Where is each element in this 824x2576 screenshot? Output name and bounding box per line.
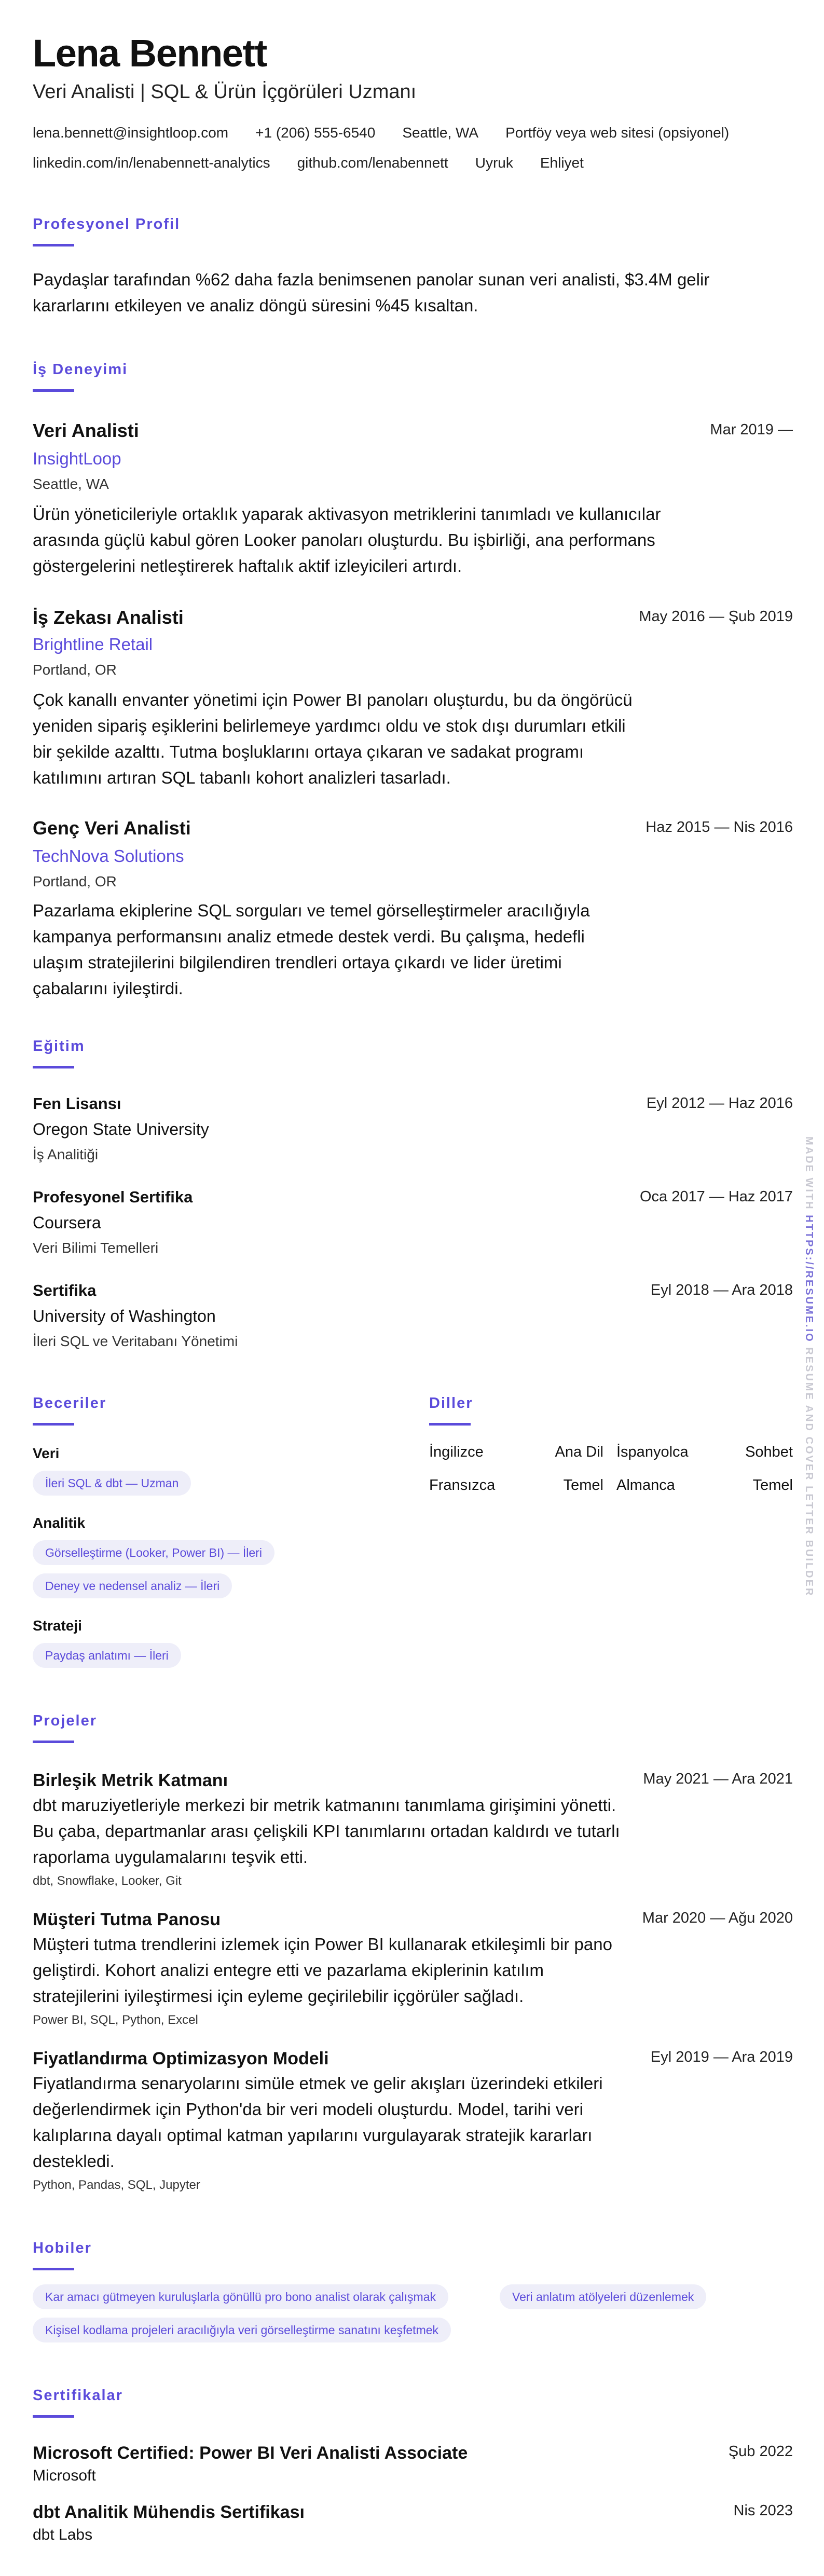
education-school: Coursera xyxy=(33,1213,101,1232)
project-tech: Power BI, SQL, Python, Excel xyxy=(33,2013,198,2027)
certification-date: Nis 2023 xyxy=(733,2502,793,2519)
job-company: InsightLoop xyxy=(33,449,121,468)
contact-website[interactable]: Portföy veya web sitesi (opsiyonel) xyxy=(505,125,730,141)
contact-row-1 xyxy=(33,122,756,143)
job-location: Portland, OR xyxy=(33,873,117,889)
project-tech: dbt, Snowflake, Looker, Git xyxy=(33,1874,182,1888)
education-field: İleri SQL ve Veritabanı Yönetimi xyxy=(33,1333,238,1349)
certification-name: dbt Analitik Mühendis Sertifikası xyxy=(33,2502,305,2522)
certification-name: Microsoft Certified: Power BI Veri Analisti Associate xyxy=(33,2443,468,2463)
hobby-pill: Kar amacı gütmeyen kuruluşlarla gönüllü pro bono analist olarak çalışmak xyxy=(33,2284,448,2309)
contact-nationality: Uyruk xyxy=(475,155,513,171)
language-name: Fransızca xyxy=(429,1477,496,1493)
job-title: Genç Veri Analisti xyxy=(33,817,191,839)
skill-pill: Paydaş anlatımı — İleri xyxy=(33,1643,181,1668)
language-level: Temel xyxy=(563,1477,603,1493)
education-date: Eyl 2018 — Ara 2018 xyxy=(650,1282,793,1298)
project-title: Fiyatlandırma Optimizasyon Modeli xyxy=(33,2049,329,2068)
job-title: Veri Analisti xyxy=(33,420,139,441)
job-company: Brightline Retail xyxy=(33,635,153,654)
language-name: İngilizce xyxy=(429,1444,484,1460)
education-degree: Fen Lisansı xyxy=(33,1094,121,1113)
contact-license: Ehliyet xyxy=(540,155,584,171)
skill-pill: Deney ve nedensel analiz — İleri xyxy=(33,1573,232,1598)
certifications-section-title: Sertifikalar xyxy=(33,2387,123,2404)
project-title: Müşteri Tutma Panosu xyxy=(33,1910,221,1929)
certifications-section-rule xyxy=(33,2415,74,2418)
contact-location: Seattle, WA xyxy=(402,125,479,141)
languages-section-rule xyxy=(429,1423,471,1426)
watermark-suffix: RESUME AND COVER LETTER BUILDER xyxy=(803,1342,815,1597)
education-date: Oca 2017 — Haz 2017 xyxy=(639,1188,793,1205)
contact-email[interactable]: lena.bennett@insightloop.com xyxy=(33,125,229,141)
skills-section-title: Beceriler xyxy=(33,1395,107,1412)
project-date: May 2021 — Ara 2021 xyxy=(643,1771,793,1787)
watermark-link[interactable]: HTTPS://RESUME.IO xyxy=(803,1215,815,1343)
language-name: İspanyolca xyxy=(616,1444,689,1460)
hobbies-section-title: Hobiler xyxy=(33,2240,92,2256)
education-date: Eyl 2012 — Haz 2016 xyxy=(646,1095,793,1112)
skill-pill: İleri SQL & dbt — Uzman xyxy=(33,1471,191,1496)
contact-row-2 xyxy=(33,153,611,173)
projects-section-title: Projeler xyxy=(33,1712,97,1729)
skill-category: Strateji xyxy=(33,1618,82,1634)
experience-section-rule xyxy=(33,389,74,392)
watermark-prefix: MADE WITH xyxy=(803,1136,815,1215)
project-title: Birleşik Metrik Katmanı xyxy=(33,1771,228,1790)
education-school: University of Washington xyxy=(33,1307,216,1325)
education-section-title: Eğitim xyxy=(33,1038,85,1054)
job-title: İş Zekası Analisti xyxy=(33,607,184,628)
contact-github[interactable]: github.com/lenabennett xyxy=(297,155,448,171)
projects-section-rule xyxy=(33,1741,74,1743)
profile-summary: Paydaşlar tarafından %62 daha fazla benimsenen panolar sunan veri analisti, $3.4M gelir kararlarını etkileyen ve analiz döngü süresini %45 kısaltan. xyxy=(33,270,710,315)
education-field: İş Analitiği xyxy=(33,1146,99,1162)
candidate-name: Lena Bennett xyxy=(33,32,267,75)
education-degree: Sertifika xyxy=(33,1281,97,1299)
hobby-pill: Kişisel kodlama projeleri aracılığıyla veri görselleştirme sanatını keşfetmek xyxy=(33,2318,451,2342)
profile-section-title: Profesyonel Profil xyxy=(33,216,181,232)
language-name: Almanca xyxy=(616,1477,675,1493)
project-description: dbt maruziyetleriyle merkezi bir metrik katmanını tanımlama girişimini yönetti. Bu çaba, departmanlar arası çelişkili KPI tanımlarını ortadan kaldırdı ve tutarlı raporlama uygulamalarını teşvik etti. xyxy=(33,1796,620,1867)
job-location: Portland, OR xyxy=(33,662,117,678)
education-section-rule xyxy=(33,1066,74,1068)
contact-phone[interactable]: +1 (206) 555-6540 xyxy=(255,125,376,141)
education-field: Veri Bilimi Temelleri xyxy=(33,1240,159,1256)
project-date: Mar 2020 — Ağu 2020 xyxy=(642,1910,793,1926)
certification-issuer: Microsoft xyxy=(33,2467,96,2484)
job-date: Mar 2019 — xyxy=(710,421,793,438)
contact-linkedin[interactable]: linkedin.com/in/lenabennett-analytics xyxy=(33,155,270,171)
language-level: Temel xyxy=(752,1477,793,1493)
skill-category: Analitik xyxy=(33,1515,86,1531)
job-date: May 2016 — Şub 2019 xyxy=(639,608,793,625)
hobby-pill: Veri anlatım atölyeleri düzenlemek xyxy=(500,2284,706,2309)
job-location: Seattle, WA xyxy=(33,476,109,492)
builder-watermark xyxy=(803,1136,815,1597)
profile-section-rule xyxy=(33,244,74,246)
job-company: TechNova Solutions xyxy=(33,846,184,866)
project-tech: Python, Pandas, SQL, Jupyter xyxy=(33,2178,200,2192)
certification-date: Şub 2022 xyxy=(728,2443,793,2460)
language-level: Sohbet xyxy=(745,1444,793,1460)
skill-category: Veri xyxy=(33,1445,60,1461)
project-description: Fiyatlandırma senaryolarını simüle etmek ve gelir akışları üzerindeki etkileri değerlendirmek için Python'da bir veri modeli oluşturdu. Model, tarihi veri kalıplarına dayalı optimal katman yapılarını vurgulayarak stratejik kararları destekledi. xyxy=(33,2074,603,2171)
education-degree: Profesyonel Sertifika xyxy=(33,1188,193,1206)
languages-section-title: Diller xyxy=(429,1395,473,1412)
education-school: Oregon State University xyxy=(33,1120,209,1139)
hobbies-section-rule xyxy=(33,2268,74,2270)
candidate-role: Veri Analisti | SQL & Ürün İçgörüleri Uzmanı xyxy=(33,81,417,103)
job-date: Haz 2015 — Nis 2016 xyxy=(646,819,793,835)
skills-section-rule xyxy=(33,1423,74,1426)
language-level: Ana Dil xyxy=(555,1444,603,1460)
skill-pill: Görselleştirme (Looker, Power BI) — İleri xyxy=(33,1540,274,1565)
certification-issuer: dbt Labs xyxy=(33,2526,93,2543)
job-description: Pazarlama ekiplerine SQL sorguları ve temel görselleştirmeler aracılığıyla kampanya performansını analiz etmede destek verdi. Bu çalışma, hedefli ulaşım stratejilerini bilgilendiren trendleri ortaya çıkardı ve lider üretimi çabalarını iyileştirdi. xyxy=(33,901,590,998)
project-description: Müşteri tutma trendlerini izlemek için Power BI kullanarak etkileşimli bir pano geliştirdi. Kohort analizi entegre etti ve pazarlama ekiplerinin katılım stratejilerini iyileştirmesi için eyleme geçirilebilir içgörüler sağladı. xyxy=(33,1935,612,2006)
experience-section-title: İş Deneyimi xyxy=(33,361,128,378)
project-date: Eyl 2019 — Ara 2019 xyxy=(650,2049,793,2065)
job-description: Ürün yöneticileriyle ortaklık yaparak aktivasyon metriklerini tanımladı ve kullanıcılar arasında güçlü kabul gören Looker panoları oluşturdu. Bu işbirliği, ana performans göstergelerini netleştirerek haftalık aktif izleyicileri artırdı. xyxy=(33,504,661,576)
job-description: Çok kanallı envanter yönetimi için Power BI panoları oluşturdu, bu da öngörücü yeniden sipariş eşiklerini belirlemeye yardımcı oldu ve stok dışı durumları etkili bir şekilde azalttı. Tutma boşluklarını ortaya çıkaran ve sadakat programı katılımını artıran SQL tabanlı kohort analizleri tasarladı. xyxy=(33,690,633,787)
